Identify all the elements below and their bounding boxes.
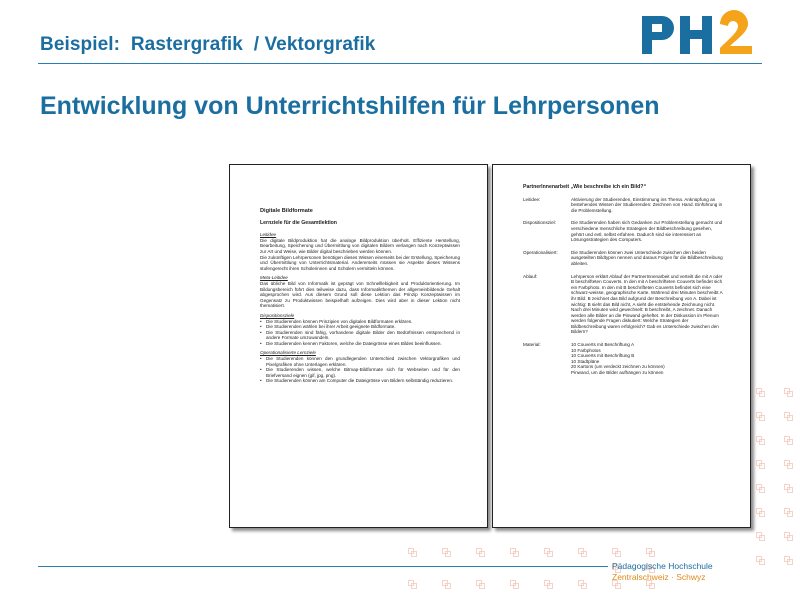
- meta-leitidee-label: Meta-Leitidee: [260, 275, 288, 281]
- pattern-square-icon: [408, 548, 418, 558]
- leitidee-text-2: Die zukünftigen Lehrpersonen benötigen dieses Wissen einerseits bei der Erstellung, Speicherung und Übermittlung von Unterrichtsmaterial. Andererseits müssen sie Aspekte dieses Wissens stufengerecht ihren Schülerinnen und Schülern vermitteln können.: [260, 254, 460, 271]
- page1-subheading: Lernziele für die Gesamtlektion: [260, 219, 337, 226]
- pattern-square-icon: [784, 484, 794, 494]
- row-value: Die Studierenden haben sich Gedanken zur Problemstellung gemacht und verschiedene menschliche Strategien der Bildbeschreibung gesehen, gehört und evtl. selbst erfahren. Dadurch sind sie interessiert an Lösungsstrategien des Computers.: [571, 220, 723, 243]
- pattern-square-icon: [784, 508, 794, 518]
- pattern-square-icon: [784, 556, 794, 566]
- main-title: Entwicklung von Unterrichtshilfen für Lehrpersonen: [40, 92, 660, 120]
- list-item: • Die Studierenden wählen bei ihrer Arbeit geeignete Bildformate.: [266, 324, 460, 330]
- pattern-square-icon: [408, 580, 418, 590]
- row-label: Material:: [523, 342, 541, 348]
- list-item: • Die Studierenden können den grundlegenden Unterschied zwischen Vektorgrafiken und Pixelgrafiken ohne Unterlagen erklären.: [266, 356, 460, 367]
- phz-logo: [640, 10, 764, 58]
- list-item: • Die Studierenden wissen, welche Bitmap-Bildformate sich für Webseiten und für den Briefversand eignen (gif, jpg, png).: [266, 367, 460, 378]
- pattern-square-icon: [756, 460, 766, 470]
- pattern-square-icon: [756, 484, 766, 494]
- table-row: [523, 197, 723, 214]
- list-item: • Die Studierenden können am Computer die Dateigrösse von Bildern selbständig reduzieren.: [266, 378, 460, 384]
- pattern-square-icon: [646, 548, 656, 558]
- footer-line-1: Pädagogische Hochschule: [612, 561, 713, 571]
- document-page-2: [492, 164, 751, 528]
- row-value: 10 Couverts mit Beschriftung A 10 Farbphotos 10 Couverts mit Beschriftung B 10 Stadtpläne 20 Kartons (um verdeckt zeichnen zu können) Pinwand, um die Bilder aufhängen zu können: [571, 342, 665, 376]
- pattern-square-icon: [442, 548, 452, 558]
- row-value: Die Studierenden können zwei Unterschiede zwischen den beiden ausgeteilten Bildtypen nennen und daraus Folgen für die Bildbeschreibung ableiten.: [571, 249, 723, 266]
- pattern-square-icon: [476, 580, 486, 590]
- table-row: [523, 274, 723, 336]
- dispositionsziele-list: [260, 319, 460, 347]
- row-label: Leitidee:: [523, 196, 541, 202]
- pattern-square-icon: [476, 548, 486, 558]
- header-divider: [38, 63, 762, 64]
- footer-line-2: Zentralschweiz · Schwyz: [612, 572, 706, 582]
- pattern-square-icon: [756, 508, 766, 518]
- footer-institution: [612, 561, 713, 583]
- document-page-1: [229, 164, 488, 528]
- header-title: Beispiel: Rastergrafik / Vektorgrafik: [40, 34, 376, 55]
- pattern-square-icon: [544, 580, 554, 590]
- page1-heading: Digitale Bildformate: [260, 208, 313, 214]
- list-item: • Die Studierenden kennen Faktoren, welche die Dateigrösse eines Bildes beeinflussen.: [266, 341, 460, 347]
- lernziele-label: Operationalisierte Lernziele: [260, 350, 316, 356]
- row-label: Ablauf:: [523, 273, 538, 279]
- meta-leitidee-text: Das übliche Bild von Informatik ist geprägt von Schnelllebigkeit und Produktorientierung. Im Bildungsbereich führt dies teilweise dazu, dass Informatikthemen der allgemeinbildende Gehalt abgesprochen wird. Aus diesem Grund soll diese Lektion das Prinzip Konzeptwissen im Gegensatz zu Produktwissen beispielhaft aufzeigen. Dies wird aber in dieser Lektion nicht thematisiert.: [260, 280, 460, 309]
- pattern-square-icon: [510, 580, 520, 590]
- pattern-square-icon: [756, 556, 766, 566]
- pattern-square-icon: [784, 412, 794, 422]
- dispositionsziele-label: Dispositionsziele: [260, 312, 295, 318]
- pattern-square-icon: [756, 436, 766, 446]
- pattern-square-icon: [578, 580, 588, 590]
- pattern-square-icon: [544, 548, 554, 558]
- table-row: [523, 220, 723, 242]
- pattern-square-icon: [442, 580, 452, 590]
- pattern-square-icon: [510, 548, 520, 558]
- footer-divider: [38, 566, 608, 567]
- row-label: Dispositionsziel:: [523, 220, 556, 226]
- pattern-square-icon: [784, 532, 794, 542]
- row-label: Operationalisiert:: [523, 249, 558, 255]
- leitidee-text: Die digitale Bildproduktion hat die analoge Bildproduktion überholt. Effiziente Herstellung, Bearbeitung, Speicherung und Übermittlung von digitalen Bildern verlangen nach Konzeptwissen zur Art und Weise, wie Bilder digital beschrieben werden können.: [260, 237, 460, 254]
- pattern-square-icon: [756, 388, 766, 398]
- pattern-square-icon: [784, 388, 794, 398]
- pattern-square-icon: [578, 548, 588, 558]
- table-row: [523, 250, 723, 267]
- pattern-square-icon: [756, 532, 766, 542]
- lernziele-list: [260, 356, 460, 384]
- leitidee-label: Leitidee: [260, 232, 277, 238]
- table-row: [523, 342, 723, 376]
- pattern-square-icon: [612, 548, 622, 558]
- pattern-square-icon: [756, 412, 766, 422]
- row-value: Lehrperson erklärt Ablauf der PartnerInnenarbeit und verteilt die mit A oder B beschrifteten Couverts. In den mit A beschrifteten Couverts befindet sich ein Farbphoto. In den mit B beschrifteten Couverts befindet sich eine schwarz-weisse, geographische Karte. Während drei Minuten beschreibt A ihr Bild. B zeichnet das Bild aufgrund der Beschreibung von A. Dabei ist wichtig: B sieht das Bild nicht, A sieht die entstehende Zeichnung nicht. Nach drei Minuten wird gewechselt: B beschreibt, A zeichnet. Danach werden alle Bilder an die Pinwand geheftet. In der Diskussion im Plenum werden folgende Fragen diskutiert: Welche Strategien der Bildbeschreibung waren erfolgreich? Gab es Unterschiede zwischen den Bildern?: [571, 273, 723, 335]
- pattern-square-icon: [784, 460, 794, 470]
- pattern-square-icon: [784, 436, 794, 446]
- list-item: • Die Studierenden sind fähig, vorhandene digitale Bilder den Bedürfnissen entsprechend in andere Formate umzuwandeln.: [266, 330, 460, 341]
- list-item: • Die Studierenden können Prinzipien von digitalen Bildformaten erklären.: [266, 319, 460, 325]
- row-value: Aktivierung der Studierenden, Einstimmung ins Thema. Anknüpfung an bestehendes Wissen der Studierenden: Zeichnen von Hand. Einführung in die Problemstellung.: [571, 196, 723, 213]
- page2-title: PartnerInnenarbeit „Wie beschreibe ich ein Bild?“: [523, 184, 647, 190]
